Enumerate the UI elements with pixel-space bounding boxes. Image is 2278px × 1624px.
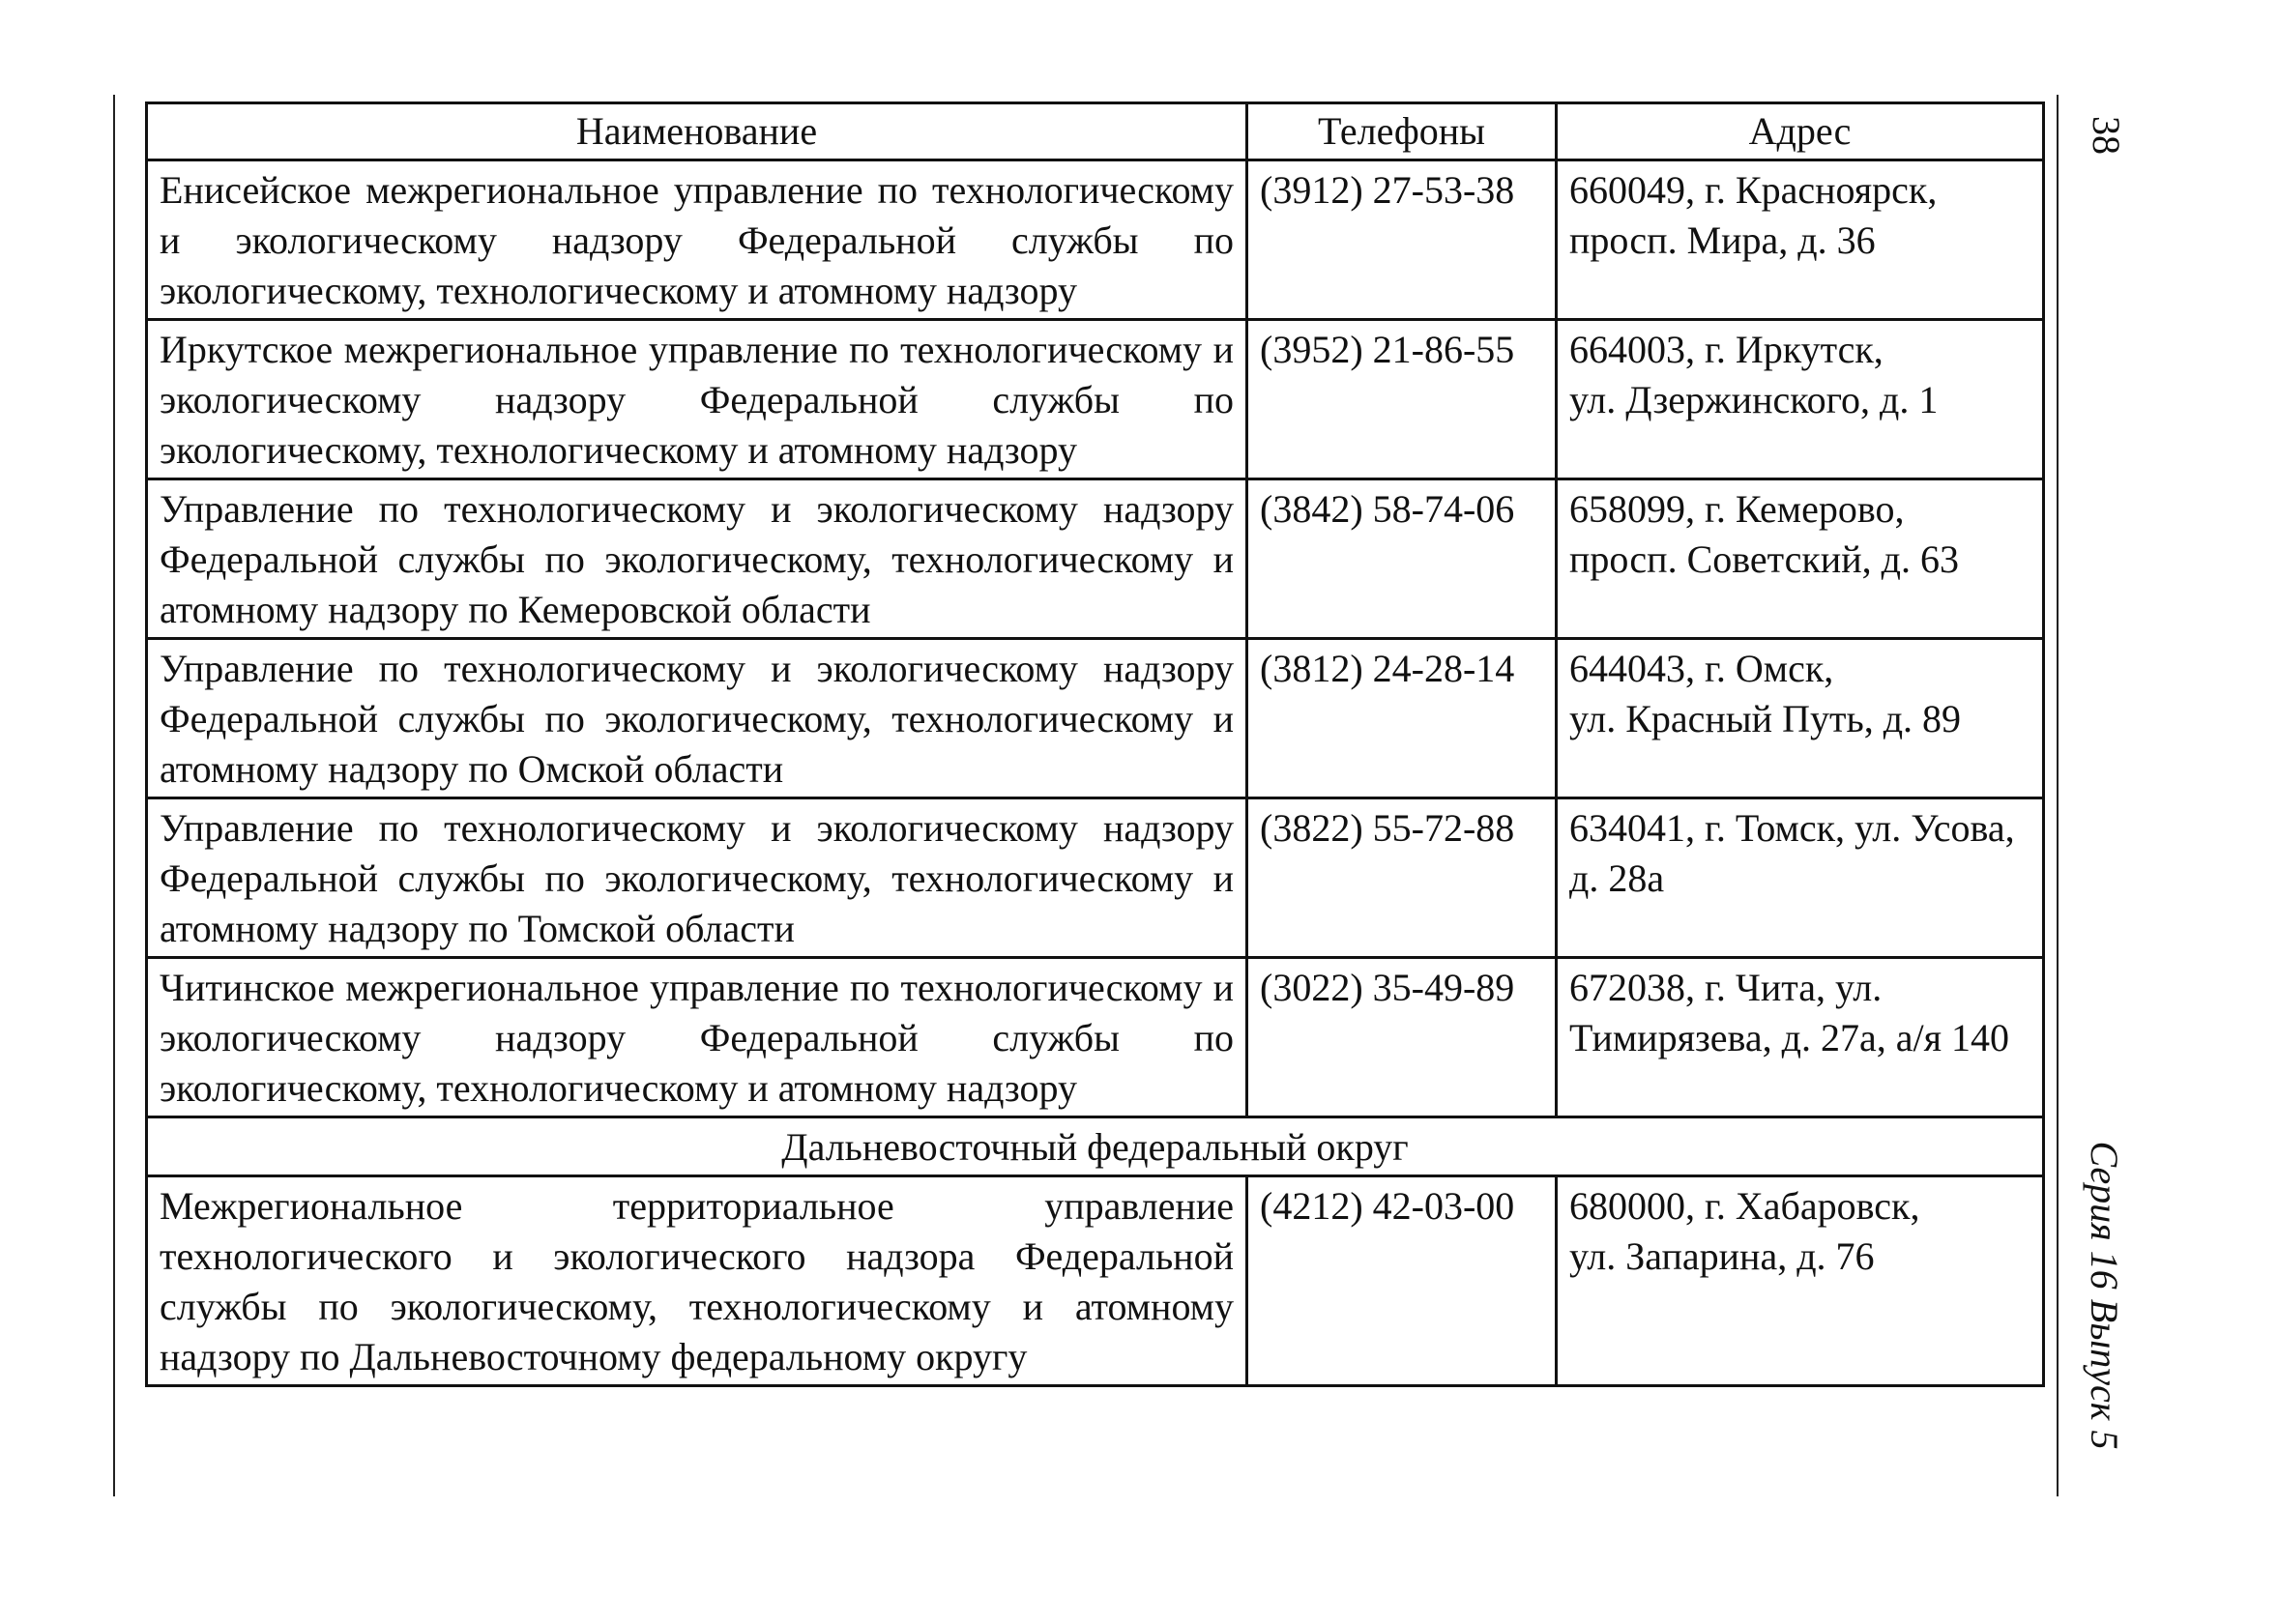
section-title: Дальневосточный федеральный округ xyxy=(147,1117,2044,1176)
address-line: 644043, г. Омск, xyxy=(1569,647,1834,690)
address xyxy=(1557,639,2044,798)
address xyxy=(1557,1176,2044,1386)
table-row xyxy=(147,160,2044,320)
address-line: ул. Запарина, д. 76 xyxy=(1569,1234,1875,1278)
table-row xyxy=(147,1176,2044,1386)
org-name: Управление по технологическому и экологическому надзору Федеральной службы по экологическому, технологическому и атомному надзору по Омской области xyxy=(147,639,1247,798)
directory-table xyxy=(145,102,2045,1387)
org-name: Читинское межрегиональное управление по технологическому и экологическому надзору Федеральной службы по экологическому, технологическому и атомному надзору xyxy=(147,958,1247,1117)
address-line: 672038, г. Чита, ул. Тимирязева, д. 27а, а/я 140 xyxy=(1569,966,2009,1059)
address-line: ул. Красный Путь, д. 89 xyxy=(1569,697,1962,740)
running-footer: Серия 16 Выпуск 5 xyxy=(2083,1141,2126,1450)
org-name: Управление по технологическому и экологическому надзору Федеральной службы по экологическому, технологическому и атомному надзору по Томской области xyxy=(147,798,1247,958)
address xyxy=(1557,320,2044,479)
org-name: Енисейское межрегиональное управление по технологическому и экологическому надзору Федеральной службы по экологическому, технологическому и атомному надзору xyxy=(147,160,1247,320)
table-row xyxy=(147,320,2044,479)
phone: (3022) 35-49-89 xyxy=(1247,958,1557,1117)
header-address: Адрес xyxy=(1557,103,2044,160)
table-row xyxy=(147,798,2044,958)
right-margin-rule xyxy=(2057,95,2059,1496)
address-line: просп. Мира, д. 36 xyxy=(1569,218,1876,262)
address-line: 680000, г. Хабаровск, xyxy=(1569,1184,1920,1228)
address xyxy=(1557,160,2044,320)
phone: (4212) 42-03-00 xyxy=(1247,1176,1557,1386)
phone: (3952) 21-86-55 xyxy=(1247,320,1557,479)
org-name: Управление по технологическому и экологическому надзору Федеральной службы по экологическому, технологическому и атомному надзору по Кемеровской области xyxy=(147,479,1247,639)
table-row xyxy=(147,958,2044,1117)
left-margin-rule xyxy=(113,95,115,1496)
address xyxy=(1557,479,2044,639)
header-phones: Телефоны xyxy=(1247,103,1557,160)
phone: (3812) 24-28-14 xyxy=(1247,639,1557,798)
address-line: 664003, г. Иркутск, xyxy=(1569,328,1884,371)
phone: (3822) 55-72-88 xyxy=(1247,798,1557,958)
phone: (3842) 58-74-06 xyxy=(1247,479,1557,639)
section-header-row xyxy=(147,1117,2044,1176)
address xyxy=(1557,958,2044,1117)
address-line: 660049, г. Красноярск, xyxy=(1569,168,1938,212)
org-name: Иркутское межрегиональное управление по технологическому и экологическому надзору Федеральной службы по экологическому, технологическому и атомному надзору xyxy=(147,320,1247,479)
page-number: 38 xyxy=(2085,116,2128,155)
table-row xyxy=(147,639,2044,798)
table-header-row xyxy=(147,103,2044,160)
address-line: 634041, г. Томск, ул. Усова, д. 28а xyxy=(1569,806,2015,900)
address xyxy=(1557,798,2044,958)
address-line: просп. Советский, д. 63 xyxy=(1569,537,1959,581)
phone: (3912) 27-53-38 xyxy=(1247,160,1557,320)
header-name: Наименование xyxy=(147,103,1247,160)
org-name: Межрегиональное территориальное управление технологического и экологического надзора Федеральной службы по экологическому, технологическому и атомному надзору по Дальневосточному федеральному округу xyxy=(147,1176,1247,1386)
address-line: ул. Дзержинского, д. 1 xyxy=(1569,378,1939,421)
table-row xyxy=(147,479,2044,639)
address-line: 658099, г. Кемерово, xyxy=(1569,487,1905,531)
